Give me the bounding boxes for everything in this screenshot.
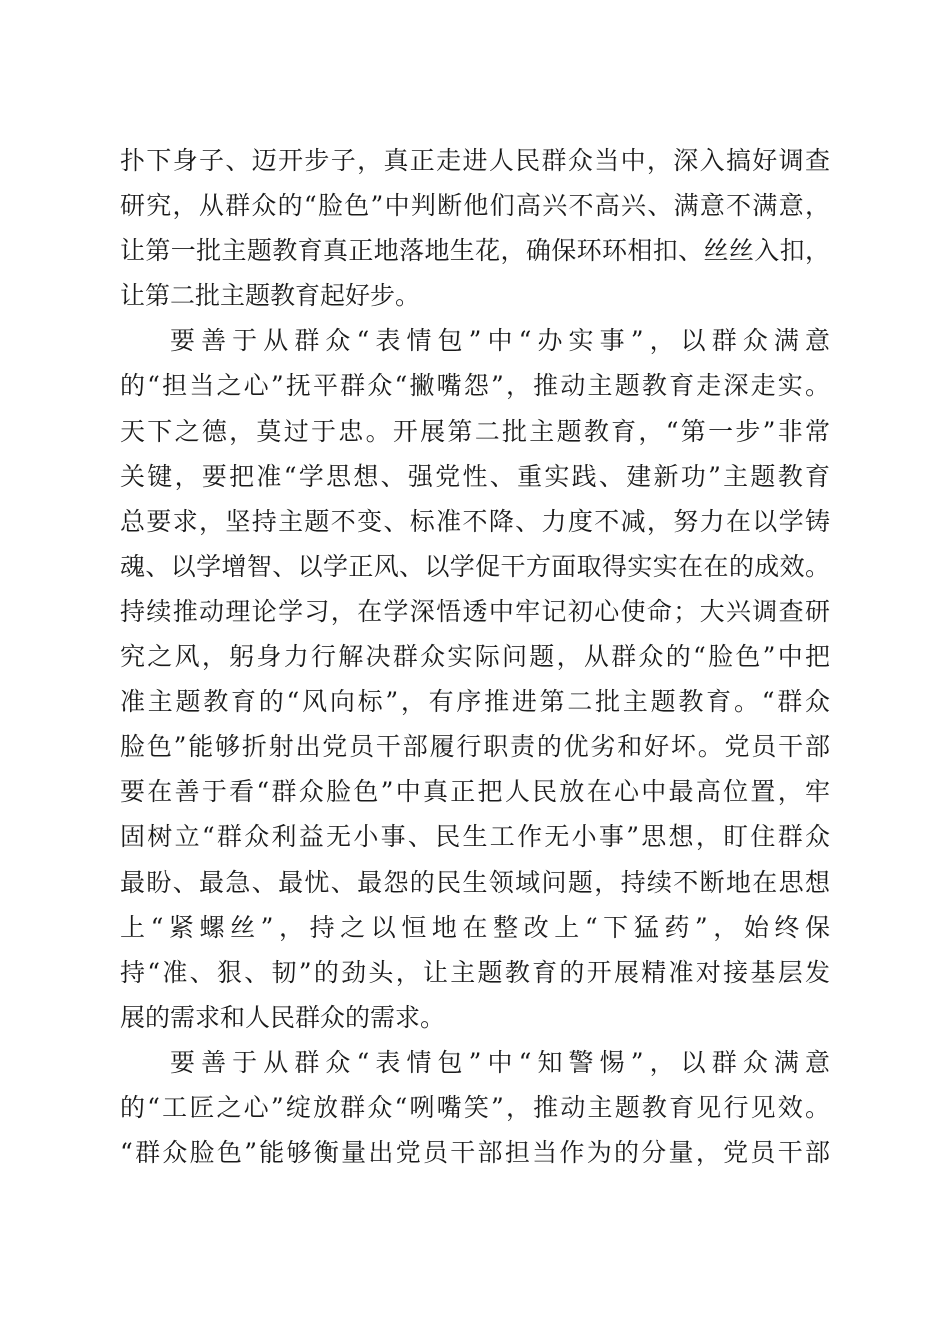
text-line: 脸色”能够折射出党员干部履行职责的优劣和好坏。党员干部 (120, 732, 830, 762)
text-line: 要在善于看“群众脸色”中真正把人民放在心中最高位置，牢 (120, 777, 830, 807)
text-line: 让第二批主题教育起好步。 (120, 281, 421, 311)
text-line: 要善于从群众“表情包”中“知警惕”，以群众满意 (170, 1047, 830, 1077)
paragraph-1 (120, 138, 830, 318)
text-line: 扑下身子、迈开步子，真正走进人民群众当中，深入搞好调查 (120, 146, 830, 175)
text-line: 要善于从群众“表情包”中“办实事”，以群众满意 (170, 326, 830, 356)
text-line: 魂、以学增智、以学正风、以学促干方面取得实实在在的成效。 (120, 551, 830, 581)
text-line: 总要求，坚持主题不变、标准不降、力度不减，努力在以学铸 (120, 506, 830, 536)
text-line: 的“担当之心”抚平群众“撇嘴怨”，推动主题教育走深走实。 (120, 371, 830, 401)
paragraph-3 (120, 1040, 830, 1175)
text-line: 关键，要把准“学思想、强党性、重实践、建新功”主题教育 (120, 461, 830, 491)
text-line: 持“准、狠、韧”的劲头，让主题教育的开展精准对接基层发 (120, 957, 830, 987)
text-line: 究之风，躬身力行解决群众实际问题，从群众的“脸色”中把 (120, 642, 830, 672)
text-line: 让第一批主题教育真正地落地生花，确保环环相扣、丝丝入扣， (120, 236, 830, 266)
text-line: 最盼、最急、最忧、最怨的民生领域问题，持续不断地在思想 (120, 867, 830, 897)
text-line: 准主题教育的“风向标”，有序推进第二批主题教育。“群众 (120, 687, 830, 717)
text-line: 研究，从群众的“脸色”中判断他们高兴不高兴、满意不满意， (120, 191, 830, 221)
text-line: “群众脸色”能够衡量出党员干部担当作为的分量，党员干部 (120, 1138, 830, 1168)
paragraph-2 (120, 318, 830, 1040)
text-line: 展的需求和人民群众的需求。 (120, 1002, 446, 1032)
document-body (120, 138, 830, 1175)
text-line: 持续推动理论学习，在学深悟透中牢记初心使命；大兴调查研 (120, 596, 830, 626)
text-line: 的“工匠之心”绽放群众“咧嘴笑”，推动主题教育见行见效。 (120, 1092, 830, 1122)
text-line: 上“紧螺丝”，持之以恒地在整改上“下猛药”，始终保 (120, 912, 830, 942)
text-line: 天下之德，莫过于忠。开展第二批主题教育，“第一步”非常 (120, 416, 830, 446)
text-line: 固树立“群众利益无小事、民生工作无小事”思想，盯住群众 (120, 822, 830, 852)
